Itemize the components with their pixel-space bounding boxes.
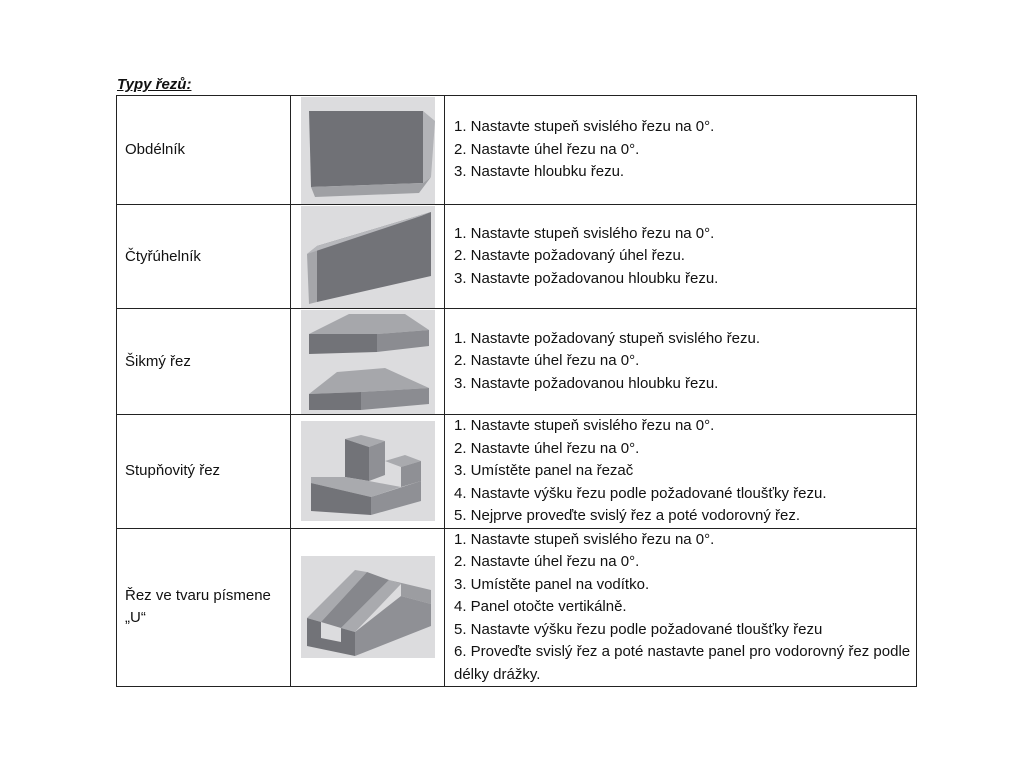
table-row [117,205,917,309]
step-text: 3. Nastavte požadovanou hloubku řezu. [454,374,719,392]
step-text: 2. Nastavte úhel řezu na 0°. [454,352,640,370]
step-text: 1. Nastavte stupeň svislého řezu na 0°. [454,530,715,548]
cut-steps [445,309,917,415]
u-shape-cut-image [301,556,435,658]
step-text: 2. Nastavte úhel řezu na 0°. [454,553,640,570]
cut-steps [445,96,917,205]
cut-types-table [116,95,917,687]
cut-illustration-cell [291,205,445,309]
step-text: 1. Nastavte stupeň svislého řezu na 0°. [454,224,715,242]
table-row [117,415,917,529]
cut-steps [445,205,917,309]
step-text: 2. Nastavte požadovaný úhel řezu. [454,247,685,265]
step-text: 3. Nastavte požadovanou hloubku řezu. [454,269,719,287]
table-row [117,528,917,687]
step-text: 4. Panel otočte vertikálně. [454,598,627,615]
step-cut-image [301,421,435,521]
step-text: 3. Umístěte panel na vodítko. [454,575,650,593]
cut-illustration-cell [291,528,445,687]
step-text: 5. Nastavte výšku řezu podle požadované tloušťky řezu [454,620,823,638]
cut-name: Šikmý řez [117,309,291,415]
cut-name: Stupňovitý řez [117,415,291,529]
cut-steps [445,528,917,687]
cut-steps [445,415,917,529]
step-text: 2. Nastavte úhel řezu na 0°. [454,140,640,158]
bevel-cut-image [301,310,435,414]
cut-name: Čtyřúhelník [117,205,291,309]
step-text: 5. Nejprve proveďte svislý řez a poté vodorovný řez. [454,507,801,524]
cut-illustration-cell [291,415,445,529]
cut-illustration-cell [291,309,445,415]
table-row [117,309,917,415]
cut-illustration-cell [291,96,445,205]
cut-name: Řez ve tvaru písmene „U“ [117,528,291,687]
step-text: 2. Nastavte úhel řezu na 0°. [454,439,640,457]
section-heading: Typy řezů: [117,76,192,93]
cut-name: Obdélník [117,96,291,205]
step-text: 1. Nastavte požadovaný stupeň svislého řezu. [454,329,761,347]
step-text: 3. Nastavte hloubku řezu. [454,163,625,181]
step-text: 4. Nastavte výšku řezu podle požadované tloušťky řezu. [454,484,827,502]
step-text: 3. Umístěte panel na řezač [454,462,634,479]
table-row [117,96,917,205]
step-text: 1. Nastavte stupeň svislého řezu na 0°. [454,118,715,136]
step-text: 6. Proveďte svislý řez a poté nastavte panel pro vodorovný řez podle délky drážky. [454,643,911,683]
quadrilateral-cut-image [301,206,435,308]
step-text: 1. Nastavte stupeň svislého řezu na 0°. [454,417,715,434]
rectangle-cut-image [301,97,435,204]
